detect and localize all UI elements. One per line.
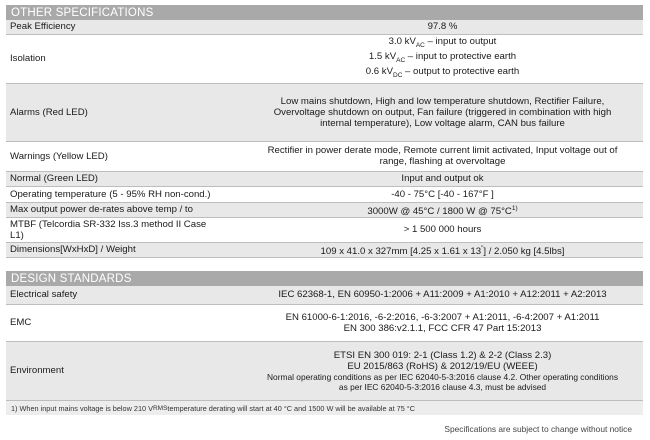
row-environment xyxy=(6,341,643,400)
spec-label: Normal (Green LED) xyxy=(6,171,242,186)
row-warnings xyxy=(6,141,643,171)
warnings-line-2: range, flashing at overvoltage xyxy=(379,156,506,167)
alarms-line-2: Overvoltage shutdown on output, Fan failure (triggered in combination with high xyxy=(273,106,612,118)
row-mtbf xyxy=(6,217,643,242)
design-standards-table xyxy=(6,286,643,401)
env-line-4: as per IEC 62040-5-3:2016 clause 4.3, must be advised xyxy=(338,381,547,392)
spec-value: IEC 62368-1, EN 60950-1:2006 + A11:2009 + A1:2010 + A12:2011 + A2:2013 xyxy=(242,286,643,304)
env-line-1: ETSI EN 300 019: 2-1 (Class 1.2) & 2-2 (Class 2.3) xyxy=(333,349,552,361)
row-derating xyxy=(6,202,643,217)
isolation-line-1: 3.0 $kV_{AC}$ – input to output xyxy=(388,36,497,50)
disclaimer: Specifications are subject to change without notice xyxy=(444,424,632,434)
spec-value: 97.8 % xyxy=(242,20,643,34)
row-normal xyxy=(6,171,643,186)
spec-label: EMC xyxy=(6,304,242,341)
row-operating-temperature xyxy=(6,186,643,202)
spec-label: Warnings (Yellow LED) xyxy=(6,141,242,171)
spec-label: Dimensions[WxHxD] / Weight xyxy=(6,242,242,257)
section-header-other-specifications xyxy=(6,5,643,20)
row-emc xyxy=(6,304,643,341)
section-title: DESIGN STANDARDS xyxy=(11,272,132,285)
isolation-line-2: 1.5 $kV_{AC}$ – input to protective earth xyxy=(368,51,517,64)
spec-label: Alarms (Red LED) xyxy=(6,83,242,141)
spec-value xyxy=(242,304,643,341)
spec-label: Operating temperature (5 - 95% RH non-cond.) xyxy=(6,186,242,202)
row-dimensions xyxy=(6,242,643,257)
spec-value: -40 - 75°C [-40 - 167°F ] xyxy=(242,186,643,202)
row-peak-efficiency xyxy=(6,20,643,34)
env-line-2: EU 2015/863 (RoHS) & 2012/19/EU (WEEE) xyxy=(347,360,538,372)
spec-value xyxy=(242,83,643,141)
spec-label: Max output power de-rates above temp / to xyxy=(6,202,242,217)
section-header-design-standards xyxy=(6,271,643,286)
spec-value xyxy=(242,141,643,171)
spec-value xyxy=(242,34,643,83)
alarms-line-1: Low mains shutdown, High and low temperature shutdown, Rectifier Failure, xyxy=(280,95,605,107)
warnings-line-1: Rectifier in power derate mode, Remote current limit activated, Input voltage out of xyxy=(267,145,618,156)
spec-label: Electrical safety xyxy=(6,286,242,304)
section-title: OTHER SPECIFICATIONS xyxy=(11,6,154,19)
row-electrical-safety xyxy=(6,286,643,304)
isolation-line-3: 0.6 $kV_{DC}$ – output to protective earth xyxy=(365,65,520,79)
row-isolation xyxy=(6,34,643,83)
alarms-line-3: internal temperature), Low voltage alarm, CAN bus failure xyxy=(320,117,565,129)
other-specs-table xyxy=(6,20,643,258)
spec-value: > 1 500 000 hours xyxy=(242,217,643,242)
spec-value xyxy=(242,341,643,400)
spec-value: Input and output ok xyxy=(242,171,643,186)
spec-label: Environment xyxy=(6,341,242,400)
emc-line-2: EN 300 386:v2.1.1, FCC CFR 47 Part 15:2013 xyxy=(343,322,542,334)
spec-label: Isolation xyxy=(6,34,242,83)
emc-line-1: EN 61000-6-1:2016, -6-2:2016, -6-3:2007 + A1:2011, -6-4:2007 + A1:2011 xyxy=(285,311,600,323)
spec-label: MTBF (Telcordia SR-332 Iss.3 method II Case L1) xyxy=(6,217,242,242)
spec-value: 3000W @ 45°C / 1800 W @ $75^\circ C^{1)}$ xyxy=(242,202,643,217)
footnote: 1) When input mains voltage is below 210 V RMS temperature derating will start at 40 °C and 1500 W will be available at 75 °C xyxy=(6,401,643,415)
env-line-3: Normal operating conditions as per IEC 62040-5-3:2016 clause 4.2. Other operating conditions xyxy=(266,371,619,382)
spec-label: Peak Efficiency xyxy=(6,20,242,34)
row-alarms xyxy=(6,83,643,141)
spec-value: 109 x 41.0 x 327mm [4.25 x 1.61 x 13"] / 2.050 kg [4.5lbs] xyxy=(242,242,643,257)
